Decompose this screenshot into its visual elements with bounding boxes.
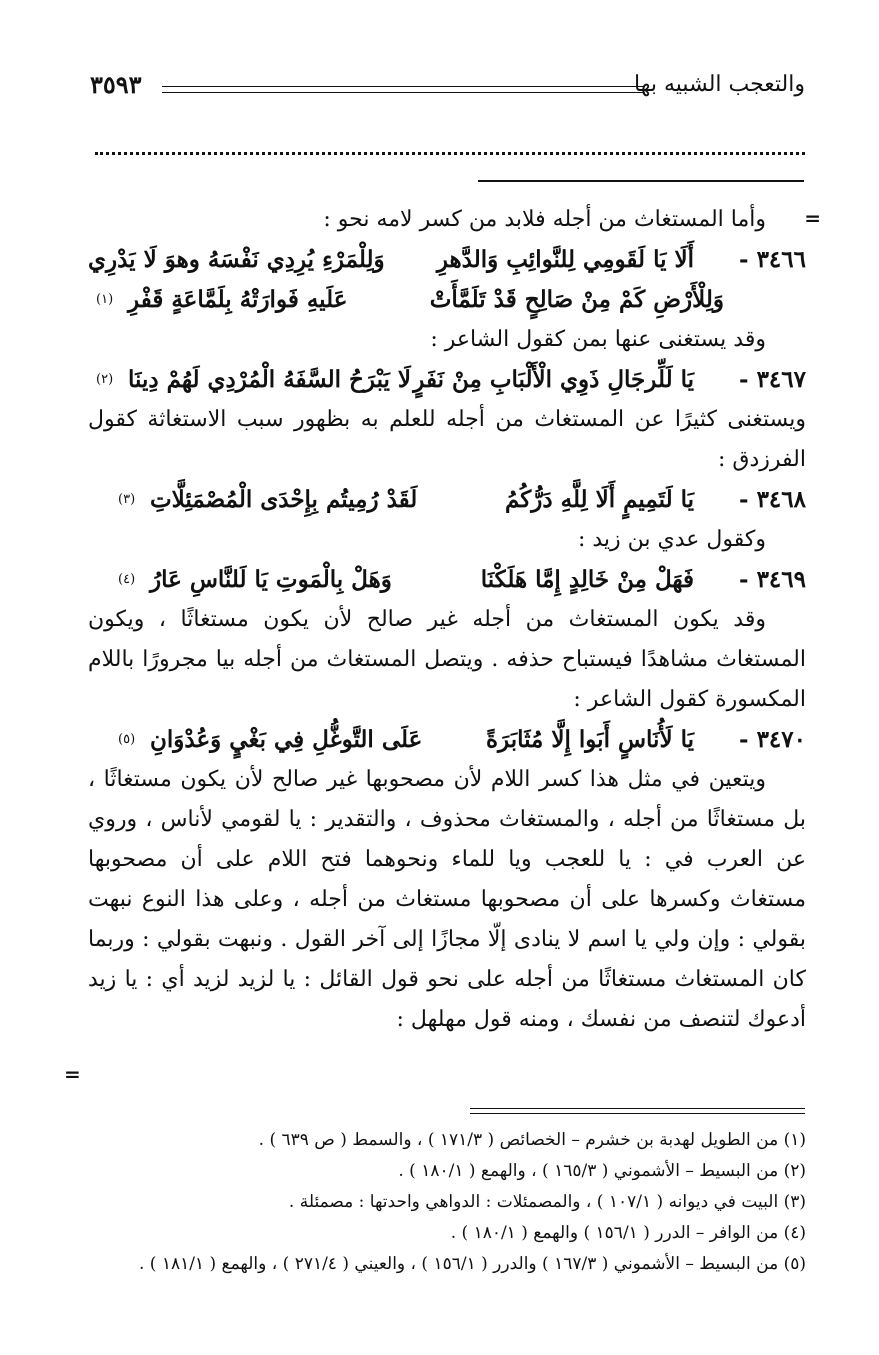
footnote: (٣) البيت في ديوانه ( ١٠٧/١ ) ، والمصمئلات : الدواهي واحدتها : مصمئلة . [288,1192,806,1212]
paragraph: وقد يستغنى عنها بمن كقول الشاعر : [430,327,766,352]
verse-number: ٣٤٦٦ - [739,246,806,273]
header-double-rule [162,86,645,93]
continuation-mark-bottom: = [64,1062,81,1086]
verse-number: ٣٤٦٩ - [739,566,806,593]
footnote-ref: (٣) [118,492,136,507]
verse-hemistich: وَهَلْ بِالْمَوتِ يَا لَلنَّاسِ عَارُ [150,566,392,593]
verse-hemistich: عَلَى التَّوغُّلِ فِي بَغْيٍ وَعُدْوَانِ [150,726,423,753]
footnote: (٤) من الوافر – الدرر ( ١٥٦/١ ) والهمع ( ١٨٠/١ ) . [450,1223,806,1243]
verse-hemistich: يَا لَأُنَاسٍ أَبَوا إِلَّا مُثَابَرَةً [485,726,694,753]
verse-hemistich: وَلِلْأَرْضِ كَمْ مِنْ صَالِحٍ قَدْ تَلَمَّأَتْ [429,286,724,313]
verse-hemistich: فَهَلْ مِنْ خَالِدٍ إِمَّا هَلَكْنَا [480,566,694,593]
verse-hemistich: لَقَدْ رُمِيتُم بِإِحْدَى الْمُصْمَئِلَّاتِ [150,486,418,513]
verse-hemistich: أَلَا يَا لَقَومِي لِلنَّوائِبِ وَالدَّهرِ [436,246,694,273]
paragraph: ويستغنى كثيرًا عن المستغاث من أجله للعلم به بظهور سبب الاستغاثة كقول الفرزدق : [88,407,806,472]
running-header [90,72,805,112]
footnote-separator [470,1108,805,1114]
footnote-ref: (١) [96,292,114,307]
verse-3469 [88,560,806,600]
dotted-separator [95,142,805,155]
verse-3466-line1 [88,240,806,280]
footnote: (٢) من البسيط – الأشموني ( ١٦٥/٣ ) ، والهمع ( ١٨٠/١ ) . [398,1161,806,1181]
separator-rule [478,180,804,182]
verse-number: ٣٤٦٧ - [739,366,806,393]
main-text [88,200,806,1040]
verse-number: ٣٤٧٠ - [739,726,806,753]
paragraph: وقد يكون المستغاث من أجله غير صالح لأن يكون مستغاثًا ، ويكون المستغاث مشاهدًا فيستباح حذفه . ويتصل المستغاث من أجله بيا مجرورًا باللام المكسورة كقول الشاعر : [88,607,806,712]
continuation-mark-top: = [804,206,821,230]
verse-hemistich: وَلِلْمَرْءِ يُرِدِي نَفْسَهُ وهوَ لَا يَدْرِي [88,246,385,273]
verse-hemistich: عَلَيهِ فَوارَتْهُ بِلَمَّاعَةٍ قَفْرِ [128,286,348,313]
verse-hemistich: لَا يَبْرَحُ السَّفَهُ الْمُرْدِي لَهُمْ دِينَا [128,366,412,393]
footnote: (١) من الطويل لهدبة بن خشرم – الخصائص ( ١٧١/٣ ) ، والسمط ( ص ٦٣٩ ) . [258,1130,806,1150]
footnote-ref: (٥) [118,732,136,747]
paragraph: وأما المستغاث من أجله فلابد من كسر لامه نحو : [323,207,766,232]
paragraph: ويتعين في مثل هذا كسر اللام لأن مصحوبها غير صالح لأن يكون مستغاثًا ، بل مستغاثًا من أجله ، والمستغاث محذوف ، والتقدير : يا لقومي لأناس ، وروي عن العرب في : يا للعجب ويا للماء ونحوهما فتح اللام على أن مصحوبها مستغاث وكسرها على أن مصحوبها مستغاث من أجله ، وعلى هذا النوع نبهت بقولي : وإن ولي يا اسم لا ينادى إلّا مجازًا إلى آخر القول . ونبهت بقولي : وربما كان المستغاث مستغاثًا من أجله على نحو قول القائل : يا لزيد لزيد أي : يا زيد أدعوك لتنصف من نفسك ، ومنه قول مهلهل : [88,767,806,1032]
verse-3467 [88,360,806,400]
footnotes [88,1125,806,1280]
footnote: (٥) من البسيط – الأشموني ( ١٦٧/٣ ) والدرر ( ١٥٦/١ ) ، والعيني ( ٢٧١/٤ ) ، والهمع ( ١٨١/١ ) . [138,1254,806,1274]
verse-number: ٣٤٦٨ - [739,486,806,513]
verse-3468 [88,480,806,520]
paragraph: وكقول عدي بن زيد : [577,527,766,552]
footnote-ref: (٢) [96,372,114,387]
verse-hemistich: يَا لَلِّرجَالِ ذَوِي الْأَلْبَابِ مِنْ نَفَرٍ [413,366,694,393]
footnote-ref: (٤) [118,572,136,587]
header-title: والتعجب الشبيه بها [634,72,805,97]
verse-hemistich: يَا لَتَمِيمٍ أَلَا لِلَّهِ دَرُّكُمُ [505,486,694,513]
verse-3470 [88,720,806,760]
page-number: ٣٥٩٣ [90,70,142,99]
verse-3466-line2 [88,280,806,320]
